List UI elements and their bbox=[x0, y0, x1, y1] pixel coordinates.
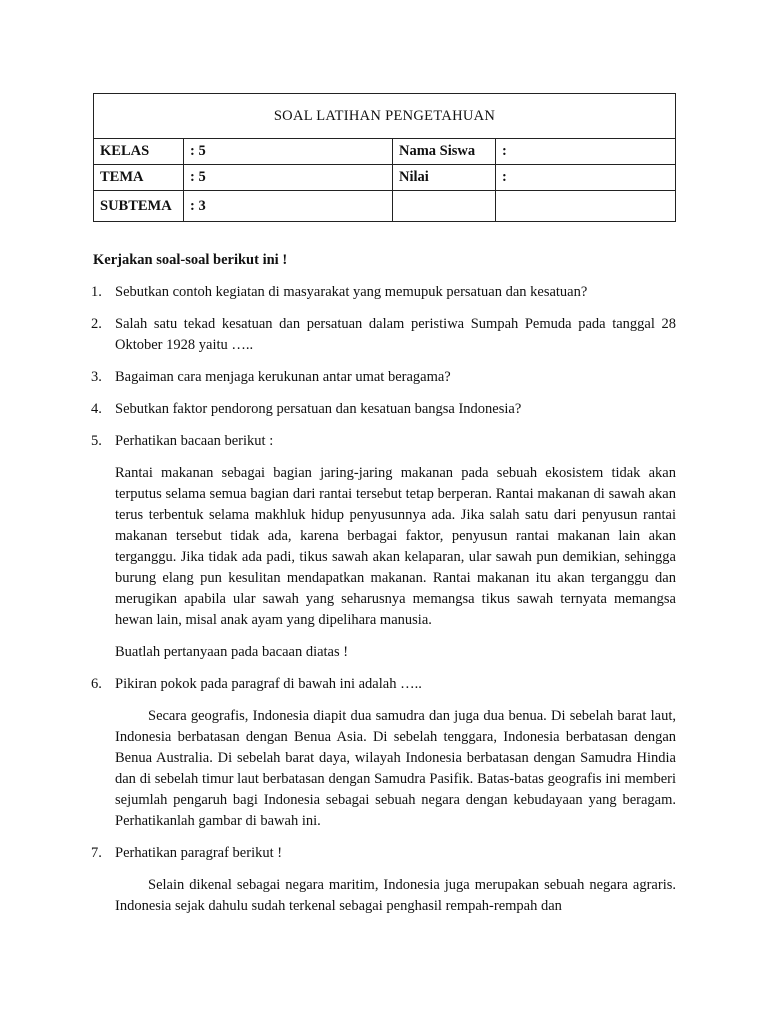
table-row bbox=[94, 139, 676, 165]
empty-cell bbox=[393, 191, 496, 222]
question-4 bbox=[93, 399, 676, 420]
tema-label: TEMA bbox=[94, 165, 184, 191]
question-number: 5. bbox=[91, 433, 102, 449]
question-5 bbox=[93, 431, 676, 452]
passage-5: Rantai makanan sebagai bagian jaring-jaring makanan pada sebuah ekosistem tidak akan terputus selama semua bagian dari rantai tersebut tetap berperan. Rantai makanan di sawah akan terus terbentuk selama makhluk hidup penyusunnya ada. Jika salah satu dari penyusun rantai makanan tersebut tidak ada, karena berbagai faktor, penyusun rantai makanan lain akan terganggu. Jika tidak ada padi, tikus sawah akan kelaparan, ular sawah pun demikian, sehingga burung elang pun kesulitan mendapatkan makanan. Rantai makanan itu akan terganggu dan merugikan apabila ular sawah yang seharusnya memangsa tikus sawah ternyata memangsa hewan lain, misal anak ayam yang dipelihara manusia. bbox=[115, 465, 676, 628]
subtema-value: : 3 bbox=[184, 191, 393, 222]
question-number: 4. bbox=[91, 401, 102, 417]
question-7 bbox=[93, 843, 676, 864]
nama-siswa-label: Nama Siswa bbox=[393, 139, 496, 165]
question-6 bbox=[93, 674, 676, 695]
question-text: Pikiran pokok pada paragraf di bawah ini adalah ….. bbox=[115, 676, 422, 692]
kelas-value: : 5 bbox=[184, 139, 393, 165]
task-5: Buatlah pertanyaan pada bacaan diatas ! bbox=[115, 644, 349, 660]
question-text: Perhatikan bacaan berikut : bbox=[115, 433, 274, 449]
kelas-label: KELAS bbox=[94, 139, 184, 165]
table-row bbox=[94, 191, 676, 222]
tema-value: : 5 bbox=[184, 165, 393, 191]
question-2 bbox=[93, 314, 676, 356]
nilai-value: : bbox=[496, 165, 676, 191]
subtema-label: SUBTEMA bbox=[94, 191, 184, 222]
nama-siswa-value: : bbox=[496, 139, 676, 165]
question-text: Sebutkan faktor pendorong persatuan dan kesatuan bangsa Indonesia? bbox=[115, 401, 522, 417]
question-3 bbox=[93, 367, 676, 388]
worksheet-content bbox=[93, 250, 676, 928]
nilai-label: Nilai bbox=[393, 165, 496, 191]
question-number: 2. bbox=[91, 316, 102, 332]
question-number: 6. bbox=[91, 676, 102, 692]
empty-cell bbox=[496, 191, 676, 222]
question-text: Bagaiman cara menjaga kerukunan antar umat beragama? bbox=[115, 369, 451, 385]
worksheet-title: SOAL LATIHAN PENGETAHUAN bbox=[94, 94, 676, 139]
table-row bbox=[94, 165, 676, 191]
question-number: 1. bbox=[91, 284, 102, 300]
passage-7: Selain dikenal sebagai negara maritim, Indonesia juga merupakan sebuah negara agraris. Indonesia sejak dahulu sudah terkenal sebagai penghasil rempah-rempah dan bbox=[115, 877, 676, 914]
question-number: 7. bbox=[91, 845, 102, 861]
question-1 bbox=[93, 282, 676, 303]
question-number: 3. bbox=[91, 369, 102, 385]
passage-6: Secara geografis, Indonesia diapit dua samudra dan juga dua benua. Di sebelah barat laut, Indonesia berbatasan dengan Benua Asia. Di sebelah tenggara, Indonesia berbatasan dengan Benua Australia. Di sebelah barat daya, wilayah Indonesia berbatasan dengan Samudra Hindia dan di sebelah timur laut berbatasan dengan Samudra Pasifik. Batas-batas geografis ini memberi sejumlah pengaruh bagi Indonesia sebagai sebuah negara dengan kebudayaan yang beragam. Perhatikanlah gambar di bawah ini. bbox=[115, 708, 676, 829]
question-text: Salah satu tekad kesatuan dan persatuan dalam peristiwa Sumpah Pemuda pada tanggal 28 Oktober 1928 yaitu ….. bbox=[115, 316, 676, 353]
question-text: Sebutkan contoh kegiatan di masyarakat yang memupuk persatuan dan kesatuan? bbox=[115, 284, 588, 300]
header-table bbox=[93, 93, 676, 222]
question-text: Perhatikan paragraf berikut ! bbox=[115, 845, 283, 861]
instruction: Kerjakan soal-soal berikut ini ! bbox=[93, 252, 288, 268]
